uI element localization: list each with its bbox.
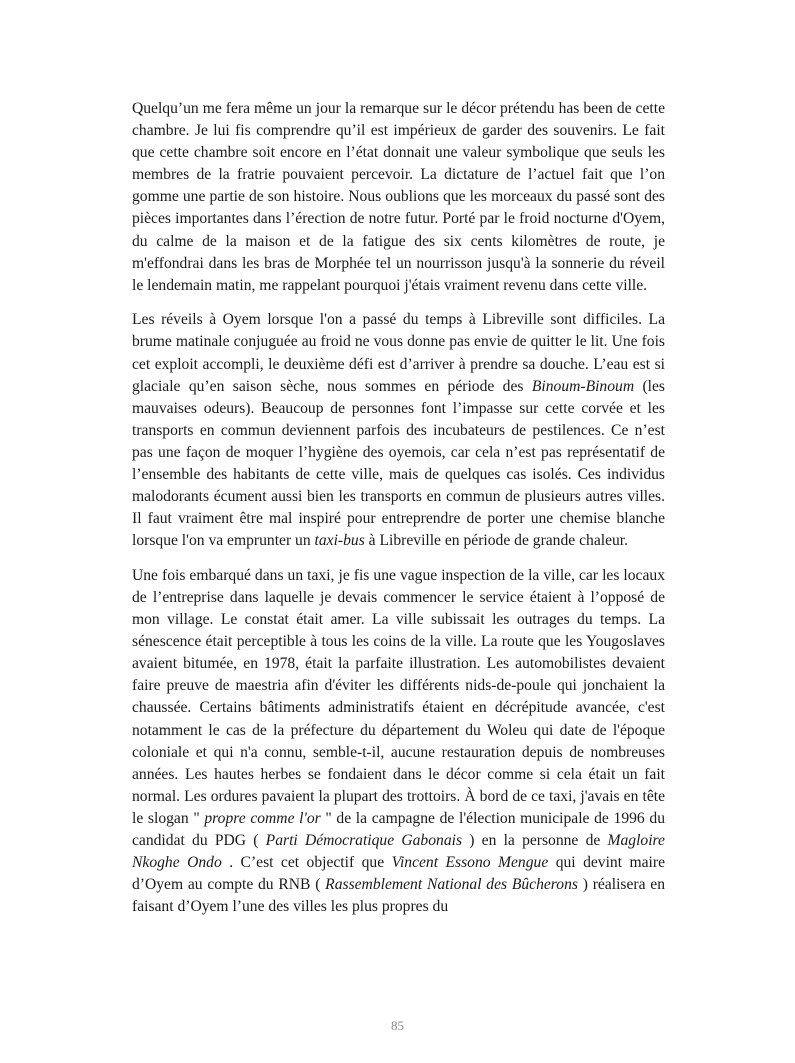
paragraph-3-run-5: ) en la personne de [462,832,608,849]
paragraph-3-italic-magloire: Magloire Nkoghe Ondo [132,832,665,872]
paragraph-3-run-3: " de la campagne de l'élection municipale de 1996 du candidat du PDG ( [132,809,665,849]
paragraph-3-italic-slogan: propre comme l'or [204,809,321,827]
paragraph-1 [132,98,665,297]
paragraph-2-run-5: à Libreville en période de grande chaleur. [364,532,629,550]
paragraph-3-run-1: Une fois embarqué dans un taxi, je fis une vague inspection de la ville, car les locaux de l’entreprise dans laquelle je devais commencer le service étaient à l’opposé de mon village. Le constat était amer. La ville subissait les outrages du temps. La sénescence était perceptible à tous les coins de la ville. La route que les Yougoslaves avaient bitumée, en 1978, était la parfaite illustration. Les automobilistes devaient faire preuve de maestria afin d'éviter les différents nids-de-poule qui jonchaient la chaussée. Certains bâtiments administratifs étaient en décrépitude avancée, c'est notamment le cas de la préfecture du département du Woleu qui date de l'époque coloniale et qui n'a connu, semble-t-il, aucune restauration depuis de nombreuses années. Les hautes herbes se fondaient dans le décor comme si cela était un fait normal. Les ordures pavaient la plupart des trottoirs. À bord de ce taxi, j'avais en tête le slogan " [132,566,665,827]
paragraph-2-italic-taxi-bus: taxi-bus [314,532,365,550]
paragraph-2-run-1: Les réveils à Oyem lorsque l'on a passé du temps à Libreville sont difficiles. La brume matinale conjuguée au froid ne vous donne pas envie de quitter le lit. Une fois cet exploit accompli, le deuxième défi est d’arriver à prendre sa douche. L’eau est si glaciale qu’en saison sèche, nous sommes en période des [132,311,665,395]
paragraph-1-run-1: Quelqu’un me fera même un jour la remarque sur le décor prétendu has been de cette chambre. Je lui fis comprendre qu’il est impérieux de garder des souvenirs. Le fait que cette chambre soit encore en l’état donnait une valeur symbolique que seuls les membres de la fratrie pouvaient percevoir. La dictature de l’actuel fait que l’on gomme une partie de son histoire. Nous oublions que les morceaux du passé sont des pièces importantes dans l’érection de notre futur. Porté par le froid nocturne d'Oyem, du calme de la maison et de la fatigue des six cents kilomètres de route, je m'effondrai dans les bras de Morphée tel un nourrisson jusqu'à la sonnerie du réveil le lendemain matin, me rappelant pourquoi j'étais vraiment revenu dans cette ville. [132,100,665,294]
paragraph-2-italic-binoum: Binoum-Binoum [531,377,635,395]
paragraph-3-run-11: ) réalisera en faisant d’Oyem l’une des villes les plus propres du [132,876,665,916]
paragraph-2-run-3: (les mauvaises odeurs). Beaucoup de personnes font l’impasse sur cette corvée et les transports en commun deviennent parfois des incubateurs de pestilences. Ce n’est pas une façon de moquer l’hygiène des oyemois, car cela n’est pas représentatif de l’ensemble des habitants de cette ville, mais de quelques cas isolés. Ces individus malodorants écument aussi bien les transports en commun de plusieurs autres villes. Il faut vraiment être mal inspiré pour entreprendre de porter une chemise blanche lorsque l'on va emprunter un [132,377,666,550]
paragraph-2 [132,309,665,552]
page-number: 85 [391,1018,404,1033]
paragraph-3-italic-pdg: Parti Démocratique Gabonais [265,832,463,849]
paragraph-3-italic-vincent: Vincent Essono Mengue [391,854,549,872]
paragraph-3-run-9: qui devint maire d’Oyem au compte du RNB ( [132,854,666,894]
body-text [132,98,665,931]
paragraph-3-run-7: . C’est cet objectif que [221,854,392,872]
paragraph-3-italic-rnb: Rassemblement National des Bûcherons [325,876,578,894]
paragraph-3 [132,565,665,919]
